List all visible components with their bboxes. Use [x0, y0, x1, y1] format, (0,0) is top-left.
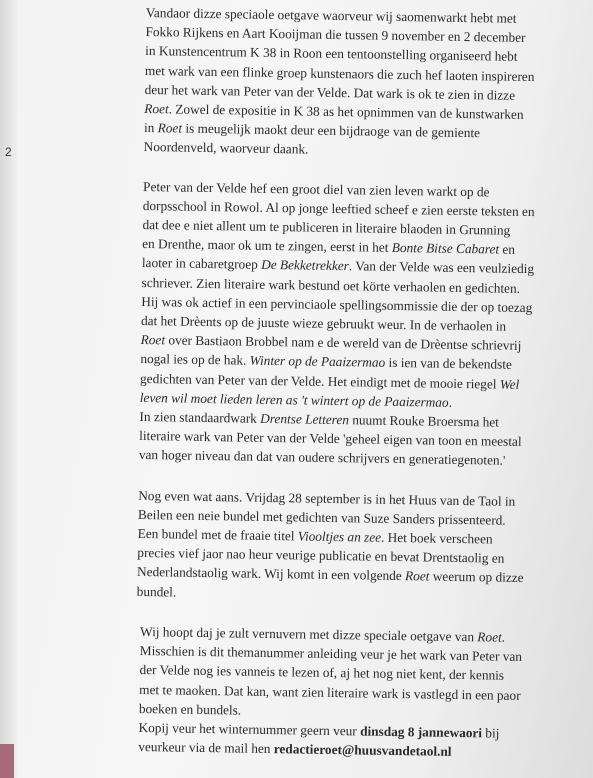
text-line: literaire wark van Peter van der Velde 'geheel eigen van toon en meestal — [139, 428, 522, 450]
italic-phrase: leven wil moet lieden leren as 't wintert op de Paaizermao — [139, 389, 449, 410]
text-line: met te maoken. Dat kan, want zien literaire wark is vastlegd in een paor — [139, 681, 521, 703]
text-line: dorpsschool in Rowol. Al op jonge leeftied scheef e zien eerste teksten en — [142, 197, 535, 219]
text-line: in Roet is meugelijk maokt deur een bijdraoge van de gemiente — [143, 120, 481, 141]
italic-phrase: Roet — [404, 568, 430, 585]
italic-phrase: Drentse Letteren — [260, 410, 350, 428]
paragraph-2 — [139, 177, 571, 472]
text-line: Vandaor dizze speciaole oetgave waorveur wij saomenwarkt hebt met — [145, 4, 517, 26]
text-line: van hoger niveau dan dat van oudere schrijvers en generatiegenoten.' — [138, 447, 506, 469]
italic-phrase: Roet — [144, 101, 169, 117]
text-line: dat dee e niet allent um te publiceren in literaire blaoden in Grunning — [142, 217, 511, 238]
text-line: Wij hoopt daj je zult vernuvern met dizze speciale oetgave van Roet. — [140, 623, 506, 645]
text-line: dat het Drèents op de juuste wieze gebruukt weur. In de verhaolen in — [140, 313, 507, 334]
text-line: Nederlandstaolig wark. Wij komt in een volgende Roet weerum op dizze — [136, 564, 524, 586]
text-line: bundel. — [136, 583, 177, 600]
text-line: Peter van der Velde hef een groot diel van zien leven warkt op de — [143, 178, 490, 200]
italic-phrase: Viooltjes an zee — [297, 528, 382, 545]
text-line: gedichten van Peter van der Velde. Het eindigt met de mooie riegel Wel — [139, 370, 520, 392]
italic-phrase: Wel — [499, 376, 520, 392]
italic-phrase: De Bekketrekker — [261, 257, 349, 274]
italic-phrase: Winter op de Paaizermao — [249, 353, 386, 371]
text-line: met wark van een flinke groep kunstenaors die zuch hef laoten inspireren — [144, 62, 535, 84]
text-line: in Kunstencentrum K 38 in Roon een tentoonstelling organiseerd hebt — [145, 43, 518, 65]
text-line: en Drenthe, maor ok um te zingen, eerst in het Bonte Bitse Cabaret en — [142, 236, 516, 258]
background-corner — [0, 744, 14, 778]
text-line: boeken en bundels. — [138, 700, 242, 718]
paragraph-1 — [144, 3, 574, 163]
page-edge-shadow — [0, 0, 18, 778]
paragraph-3 — [137, 486, 567, 608]
italic-phrase: Bonte Bitse Cabaret — [391, 240, 500, 257]
text-line: Noordenveld, waorveur daank. — [143, 139, 309, 157]
italic-phrase: Roet — [477, 629, 502, 645]
page-number: 2 — [5, 145, 12, 159]
paragraph-4 — [135, 622, 564, 725]
text-line: Nog even wat aans. Vrijdag 28 september is in het Huus van de Taol in — [138, 487, 516, 509]
text-line: der Velde nog ies vanneis te lezen of, aj het nog niet kent, der kennis — [139, 662, 505, 684]
text-line: deur het wark van Peter van der Velde. Dat wark is ok te zien in dizze — [144, 81, 516, 103]
text-line: Hij was ok actief in een pervinciaole spellingsommissie die der op toezag — [141, 293, 533, 315]
text-line: Een bundel met de fraaie titel Viooltjes an zee. Het boek verscheen — [137, 526, 493, 547]
closing-line-1: Kopij veur het winternummer geern veur dinsdag 8 jannewaori bij — [138, 719, 500, 741]
closing-line-2: veurkeur via de mail hen redactieroet@huusvandetaol.nl — [138, 739, 452, 759]
closing-paragraph — [134, 718, 563, 763]
text-line: nogal ies op de hak. Winter op de Paaizermao is ien van de bekendste — [140, 351, 512, 373]
deadline-date: dinsdag 8 jannewaori — [360, 723, 483, 741]
text-line: Roet over Bastiaon Brobbel nam e de wereld van de Drèentse schrievrij — [140, 332, 522, 354]
italic-phrase: Roet — [140, 332, 166, 348]
italic-phrase: Roet — [157, 120, 183, 136]
text-line: precies vief jaor nao heur veurige publicatie en bevat Drentstaolig en — [137, 545, 505, 566]
text-line: schriever. Zien literaire wark bestund oet körte verhaolen en gedichten. — [141, 274, 521, 296]
text-line: Roet. Zowel de expositie in K 38 as het opnimmen van de kunstwarken — [144, 101, 524, 122]
text-line: leven wil moet lieden leren as 't wintert op de Paaizermao. — [139, 389, 453, 410]
text-line: Beilen een neie bundel met gedichten van Suze Sanders prissenteerd. — [137, 506, 506, 528]
text-line: Misschien is dit themanummer anleiding veur je het wark van Peter van — [139, 643, 523, 665]
text-line: laoter in cabaretgroep De Bekketrekker. Van der Velde was een veulziedig — [141, 255, 535, 277]
email-address[interactable]: redactieroet@huusvandetaol.nl — [273, 741, 452, 759]
article-text — [134, 3, 574, 763]
text-line: Fokko Rijkens en Aart Kooijman die tussen 9 november en 2 december — [145, 24, 526, 46]
text-line: In zien standaardwark Drentse Letteren nuumt Rouke Broersma het — [139, 409, 499, 430]
